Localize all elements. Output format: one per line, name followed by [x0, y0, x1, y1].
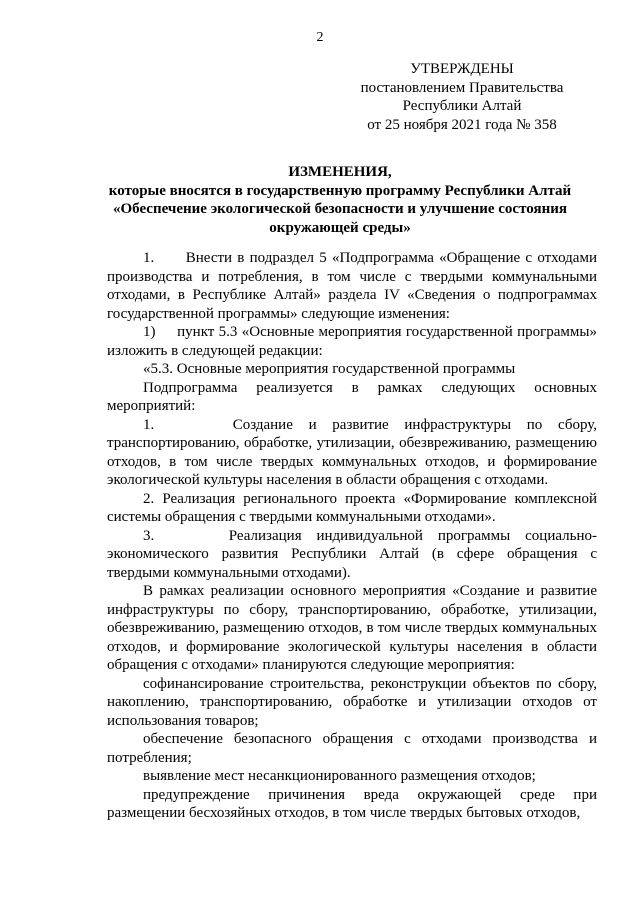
paragraph: выявление мест несанкционированного размещения отходов;	[143, 768, 536, 784]
paragraph: Подпрограмма реализуется в рамках следующих основных мероприятий:	[107, 379, 597, 414]
approval-line: Республики Алтай	[402, 98, 522, 114]
paragraph: 1) пункт 5.3 «Основные мероприятия государственной программы» изложить в следующей редакции:	[107, 324, 597, 359]
title-heading: ИЗМЕНЕНИЯ,	[288, 164, 392, 180]
paragraph: 1. Внести в подраздел 5 «Подпрограмма «Обращение с отходами производства и потребления, в том числе с твердыми коммунальными отходами, в Республике Алтай» раздела IV «Сведения о подпрограммах государственной программы» следующие изменения:	[107, 250, 597, 322]
paragraph: 3. Реализация индивидуальной программы социально-экономического развития Республики Алтай (в сфере обращения с твердыми коммунальными отходами).	[107, 527, 597, 581]
paragraph: «5.3. Основные мероприятия государственной программы	[143, 361, 516, 377]
paragraph: 1. Создание и развитие инфраструктуры по сбору, транспортированию, обработке, утилизации, обезвреживанию, размещению отходов, в том числе твердых коммунальных отходов, и формирование экологической культуры населения в области обращения с отходами.	[107, 416, 597, 488]
title-subtitle-line: которые вносятся в государственную программу Республики Алтай	[108, 182, 572, 199]
title-subtitle-line: «Обеспечение экологической безопасности и улучшение состояния	[113, 201, 567, 217]
title-subtitle-line: окружающей среды»	[269, 219, 411, 236]
paragraph: софинансирование строительства, реконструкции объектов по сбору, накоплению, транспортированию, обработке и утилизации отходов от использования товаров;	[107, 675, 597, 729]
approval-stamp	[352, 60, 572, 134]
document-body	[107, 249, 597, 823]
page-number: 2	[316, 30, 324, 45]
approval-heading: УТВЕРЖДЕНЫ	[410, 61, 514, 77]
document-title	[80, 163, 600, 237]
paragraph: В рамках реализации основного мероприятия «Создание и развитие инфраструктуры по сбору, транспортированию, обработке, утилизации, обезвреживанию, размещению отходов, в том числе твердых коммунальных отходов, и формирование экологической культуры населения в области обращения с отходами» планируются следующие мероприятия:	[107, 583, 597, 673]
approval-line: постановлением Правительства	[360, 79, 564, 96]
paragraph: предупреждение причинения вреда окружающей среде при размещении бесхозяйных отходов, в том числе твердых бытовых отходов,	[107, 786, 597, 821]
paragraph: обеспечение безопасного обращения с отходами производства и потребления;	[107, 731, 597, 766]
paragraph: 2. Реализация регионального проекта «Формирование комплексной системы обращения с твердыми коммунальными отходами».	[107, 490, 597, 525]
approval-date-line: от 25 ноября 2021 года № 358	[367, 116, 557, 133]
